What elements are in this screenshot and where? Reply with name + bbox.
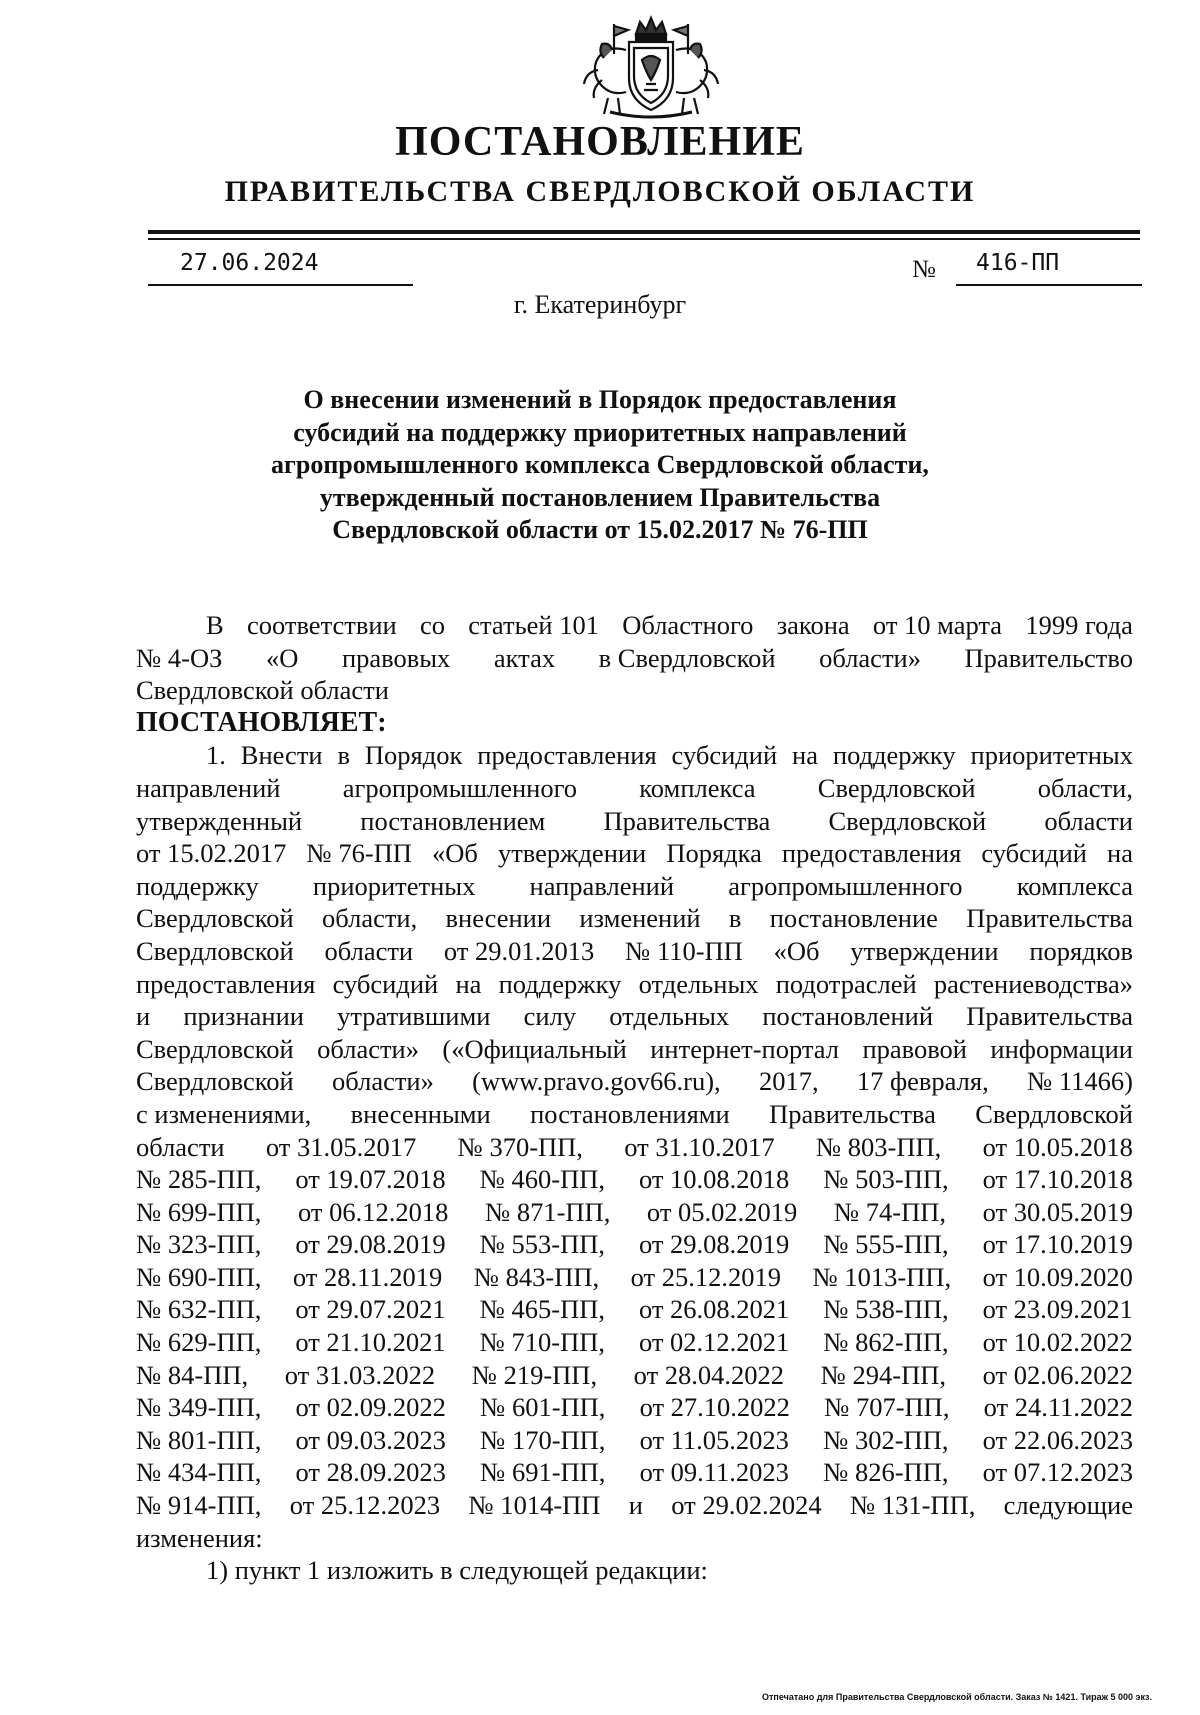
word: № 323-ПП, bbox=[136, 1229, 262, 1260]
date-value: 27.06.2024 bbox=[180, 250, 319, 276]
text-line bbox=[136, 1424, 1133, 1457]
word: от 09.11.2023 bbox=[639, 1457, 789, 1488]
word: на bbox=[455, 968, 482, 999]
word: № 131-ПП, bbox=[849, 1490, 976, 1521]
word: № 710-ПП, bbox=[479, 1327, 606, 1358]
number-field bbox=[912, 250, 1142, 284]
title-line: утвержденный постановлением Правительства bbox=[319, 482, 881, 512]
word: области» bbox=[317, 1033, 419, 1064]
text-line bbox=[136, 1098, 1133, 1131]
word: № 84-ПП, bbox=[136, 1359, 249, 1390]
word: от 02.12.2021 bbox=[638, 1327, 790, 1358]
word: области bbox=[1044, 805, 1133, 836]
word: Свердловской bbox=[828, 805, 987, 836]
word: утратившими bbox=[337, 1001, 491, 1032]
word: субсидий bbox=[671, 740, 778, 771]
word: Порядка bbox=[666, 838, 762, 869]
word: Порядок bbox=[364, 740, 463, 771]
text-line bbox=[136, 1228, 1133, 1261]
word: от 10.02.2022 bbox=[982, 1327, 1133, 1358]
word: от 29.08.2019 bbox=[295, 1229, 446, 1260]
word: от 25.12.2019 bbox=[630, 1261, 781, 1292]
word: № 370-ПП, bbox=[457, 1131, 583, 1162]
word: от 10.05.2018 bbox=[982, 1131, 1133, 1162]
word: № 843-ПП, bbox=[473, 1261, 600, 1292]
word: предоставления bbox=[477, 740, 657, 771]
word: направлений bbox=[136, 772, 281, 803]
document-type-heading: ПОСТАНОВЛЕНИЕ bbox=[395, 119, 805, 165]
word: № 76-ПП bbox=[306, 838, 412, 869]
word: № 914-ПП, bbox=[136, 1490, 262, 1521]
header-divider bbox=[148, 230, 1140, 234]
text-line bbox=[136, 1293, 1133, 1326]
title-line: субсидий на поддержку приоритетных направлений bbox=[293, 417, 907, 447]
text-line bbox=[136, 1456, 1133, 1489]
text-line bbox=[136, 837, 1133, 870]
word: области, bbox=[1037, 772, 1133, 803]
word: от 07.12.2023 bbox=[982, 1457, 1133, 1488]
word: № 1013-ПП, bbox=[812, 1261, 952, 1292]
word: от 10 марта bbox=[872, 610, 1003, 640]
word: «Об bbox=[432, 838, 478, 869]
word: Областного bbox=[622, 610, 754, 640]
word: Внести bbox=[240, 740, 323, 771]
text-line: изменения: bbox=[136, 1522, 263, 1553]
word: № 871-ПП, bbox=[484, 1196, 611, 1227]
word: Свердловской bbox=[975, 1098, 1133, 1129]
date-field bbox=[148, 250, 413, 286]
word: № 862-ПП, bbox=[823, 1327, 949, 1358]
word: № 434-ПП, bbox=[136, 1457, 262, 1488]
word: признании bbox=[183, 1001, 304, 1032]
word: области bbox=[136, 1131, 225, 1162]
word: в bbox=[728, 903, 742, 934]
word: порядков bbox=[1029, 935, 1133, 966]
issuing-authority-heading: ПРАВИТЕЛЬСТВА СВЕРДЛОВСКОЙ ОБЛАСТИ bbox=[224, 175, 976, 208]
word: Правительства bbox=[603, 805, 771, 836]
word: № 4-ОЗ bbox=[136, 642, 223, 673]
text-line bbox=[136, 968, 1133, 1001]
word: поддержку bbox=[498, 968, 622, 999]
word: («Официальный bbox=[442, 1033, 627, 1064]
number-line bbox=[956, 250, 1142, 286]
word: № 110-ПП bbox=[625, 935, 743, 966]
word: Свердловской bbox=[136, 903, 294, 934]
word: от 31.05.2017 bbox=[265, 1131, 417, 1162]
word: от 31.03.2022 bbox=[284, 1359, 436, 1390]
word: постановлений bbox=[762, 1001, 934, 1032]
word: постановление bbox=[769, 903, 938, 934]
text-line bbox=[136, 870, 1133, 903]
word: от 29.01.2013 bbox=[443, 935, 595, 966]
word: Правительства bbox=[966, 1001, 1133, 1032]
word: от 09.03.2023 bbox=[295, 1424, 446, 1455]
word: от 28.11.2019 bbox=[292, 1261, 443, 1292]
word: от 19.07.2018 bbox=[295, 1164, 446, 1195]
word: № 629-ПП, bbox=[136, 1327, 262, 1358]
word: от 02.06.2022 bbox=[982, 1359, 1133, 1390]
word: Правительства bbox=[769, 1098, 936, 1129]
word: В bbox=[206, 610, 224, 640]
word: поддержку bbox=[136, 870, 259, 901]
word: 17 февраля, bbox=[856, 1066, 989, 1097]
word: № 801-ПП, bbox=[136, 1424, 262, 1455]
word: № 803-ПП, bbox=[815, 1131, 942, 1162]
number-value: 416-ПП bbox=[976, 250, 1060, 276]
word: № 285-ПП, bbox=[136, 1164, 262, 1195]
word: внесенными bbox=[350, 1098, 491, 1129]
word: приоритетных bbox=[970, 740, 1133, 771]
word: утвержденный bbox=[136, 805, 303, 836]
word: № 349-ПП, bbox=[136, 1392, 262, 1423]
word: субсидий bbox=[981, 838, 1087, 869]
text-line bbox=[136, 902, 1133, 935]
word: изменений bbox=[579, 903, 701, 934]
word: № 538-ПП, bbox=[823, 1294, 949, 1325]
text-line bbox=[136, 1065, 1133, 1098]
word: «О bbox=[265, 642, 299, 673]
word: от 17.10.2018 bbox=[982, 1164, 1133, 1195]
title-line: Свердловской области от 15.02.2017 № 76-ПП bbox=[332, 515, 868, 544]
word: № 1014-ПП bbox=[468, 1490, 601, 1521]
word: субсидий bbox=[332, 968, 439, 999]
word: утверждении bbox=[850, 935, 999, 966]
word: от 05.02.2019 bbox=[646, 1196, 798, 1227]
word: № 699-ПП, bbox=[136, 1196, 262, 1227]
word: в Свердловской bbox=[598, 642, 776, 673]
title-line: агропромышленного комплекса Свердловской области, bbox=[271, 450, 929, 479]
word: от 29.02.2024 bbox=[671, 1490, 822, 1521]
word: Свердловской bbox=[817, 772, 976, 803]
word: агропромышленного bbox=[728, 870, 963, 901]
word: внесении bbox=[445, 903, 552, 934]
word: в bbox=[337, 740, 351, 771]
text-line bbox=[136, 1326, 1133, 1359]
word: № 826-ПП, bbox=[823, 1457, 949, 1488]
text-line: Свердловской области bbox=[136, 675, 389, 706]
word: № 11466) bbox=[1026, 1066, 1133, 1097]
word: от 10.09.2020 bbox=[982, 1261, 1133, 1292]
word: с изменениями, bbox=[136, 1098, 312, 1129]
text-line bbox=[136, 1359, 1133, 1392]
word: от 02.09.2022 bbox=[295, 1392, 446, 1423]
word: предоставления bbox=[781, 838, 962, 869]
word: от 25.12.2023 bbox=[289, 1490, 441, 1521]
text-line bbox=[136, 772, 1133, 805]
text-line bbox=[136, 642, 1133, 675]
word: от 28.04.2022 bbox=[633, 1359, 785, 1390]
word: растениеводства» bbox=[933, 968, 1133, 999]
text-line bbox=[136, 1033, 1133, 1066]
word: от 17.10.2019 bbox=[982, 1229, 1133, 1260]
word: агропромышленного bbox=[342, 772, 578, 803]
word: от 27.10.2022 bbox=[639, 1392, 790, 1423]
document-body bbox=[136, 609, 1133, 1587]
word: № 294-ПП, bbox=[820, 1359, 947, 1390]
word: № 465-ПП, bbox=[479, 1294, 606, 1325]
word: со bbox=[419, 610, 445, 640]
word: № 553-ПП, bbox=[479, 1229, 606, 1260]
word: статьей 101 bbox=[468, 610, 599, 640]
word: 2017, bbox=[758, 1066, 819, 1097]
word: интернет-портал bbox=[650, 1033, 840, 1064]
print-note: Отпечатано для Правительства Свердловской области. Заказ № 1421. Тираж 5 000 экз. bbox=[762, 1692, 1152, 1702]
text-line bbox=[136, 1000, 1133, 1033]
title-line: О внесении изменений в Порядок предоставления bbox=[303, 385, 897, 414]
word: правовых bbox=[341, 642, 451, 673]
word: № 460-ПП, bbox=[479, 1164, 606, 1195]
word: № 170-ПП, bbox=[480, 1424, 606, 1455]
text-line bbox=[136, 935, 1133, 968]
word: № 555-ПП, bbox=[823, 1229, 949, 1260]
city-label: г. Екатеринбург bbox=[513, 290, 687, 319]
text-line bbox=[136, 1261, 1133, 1294]
word: № 302-ПП, bbox=[823, 1424, 949, 1455]
text-line bbox=[136, 1196, 1133, 1229]
word: информации bbox=[990, 1033, 1133, 1064]
word: № 74-ПП, bbox=[833, 1196, 947, 1227]
word: от 10.08.2018 bbox=[638, 1164, 790, 1195]
word: поддержку bbox=[832, 740, 956, 771]
resolves-heading: ПОСТАНОВЛЯЕТ: bbox=[136, 706, 387, 738]
subitem-line: 1) пункт 1 изложить в следующей редакции: bbox=[206, 1555, 708, 1586]
word: от 11.05.2023 bbox=[639, 1424, 789, 1455]
text-line bbox=[136, 739, 1133, 772]
word: отдельных bbox=[638, 968, 759, 999]
word: направлений bbox=[529, 870, 675, 901]
word: области, bbox=[322, 903, 418, 934]
word: от 22.06.2023 bbox=[982, 1424, 1133, 1455]
word: 1999 года bbox=[1025, 610, 1133, 640]
text-line bbox=[136, 1489, 1133, 1522]
word: 1. bbox=[206, 740, 226, 771]
word: Свердловской bbox=[136, 1066, 294, 1097]
word: № 503-ПП, bbox=[823, 1164, 949, 1195]
word: № 632-ПП, bbox=[136, 1294, 262, 1325]
word: и bbox=[628, 1490, 643, 1521]
word: от 26.08.2021 bbox=[638, 1294, 790, 1325]
word: приоритетных bbox=[312, 870, 476, 901]
word: от 28.09.2023 bbox=[295, 1457, 446, 1488]
word: № 219-ПП, bbox=[471, 1359, 598, 1390]
number-sign: № bbox=[912, 256, 936, 283]
word: комплекса bbox=[1016, 870, 1133, 901]
header-divider-thin bbox=[148, 238, 1140, 240]
word: постановлениями bbox=[530, 1098, 730, 1129]
word: области bbox=[324, 935, 414, 966]
word: от 21.10.2021 bbox=[295, 1327, 446, 1358]
word: комплекса bbox=[639, 772, 756, 803]
word: области» bbox=[332, 1066, 434, 1097]
word: Правительство bbox=[964, 642, 1133, 673]
word: на bbox=[792, 740, 818, 771]
word: силу bbox=[523, 1001, 577, 1032]
word: (www.pravo.gov66.ru), bbox=[472, 1066, 721, 1097]
word: утверждении bbox=[497, 838, 647, 869]
word: закона bbox=[776, 610, 850, 640]
word: соответствии bbox=[246, 610, 397, 640]
word: правовой bbox=[862, 1033, 967, 1064]
word: Свердловской bbox=[136, 935, 294, 966]
word: № 707-ПП, bbox=[824, 1392, 950, 1423]
word: № 690-ПП, bbox=[136, 1261, 262, 1292]
word: следующие bbox=[1003, 1490, 1133, 1521]
word: Правительства bbox=[966, 903, 1133, 934]
word: подотраслей bbox=[775, 968, 917, 999]
text-line bbox=[136, 609, 1133, 642]
word: актах bbox=[493, 642, 556, 673]
coat-of-arms-icon bbox=[574, 14, 728, 120]
word: от 31.10.2017 bbox=[624, 1131, 775, 1162]
word: от 30.05.2019 bbox=[982, 1196, 1133, 1227]
word: № 691-ПП, bbox=[480, 1457, 606, 1488]
word: от 24.11.2022 bbox=[983, 1392, 1133, 1423]
word: Свердловской bbox=[136, 1033, 294, 1064]
word: от 29.08.2019 bbox=[638, 1229, 790, 1260]
text-line bbox=[136, 1131, 1133, 1164]
word: предоставления bbox=[136, 968, 316, 999]
word: от 15.02.2017 bbox=[136, 838, 287, 869]
word: отдельных bbox=[609, 1001, 730, 1032]
word: от 29.07.2021 bbox=[295, 1294, 446, 1325]
word: от 06.12.2018 bbox=[297, 1196, 449, 1227]
word: на bbox=[1107, 838, 1133, 869]
word: области» bbox=[819, 642, 921, 673]
text-line bbox=[136, 1391, 1133, 1424]
text-line bbox=[136, 805, 1133, 838]
text-line bbox=[136, 1163, 1133, 1196]
document-title bbox=[200, 384, 1000, 547]
word: и bbox=[136, 1001, 151, 1032]
word: от 23.09.2021 bbox=[982, 1294, 1133, 1325]
word: «Об bbox=[773, 935, 820, 966]
word: постановлением bbox=[360, 805, 546, 836]
word: № 601-ПП, bbox=[480, 1392, 606, 1423]
